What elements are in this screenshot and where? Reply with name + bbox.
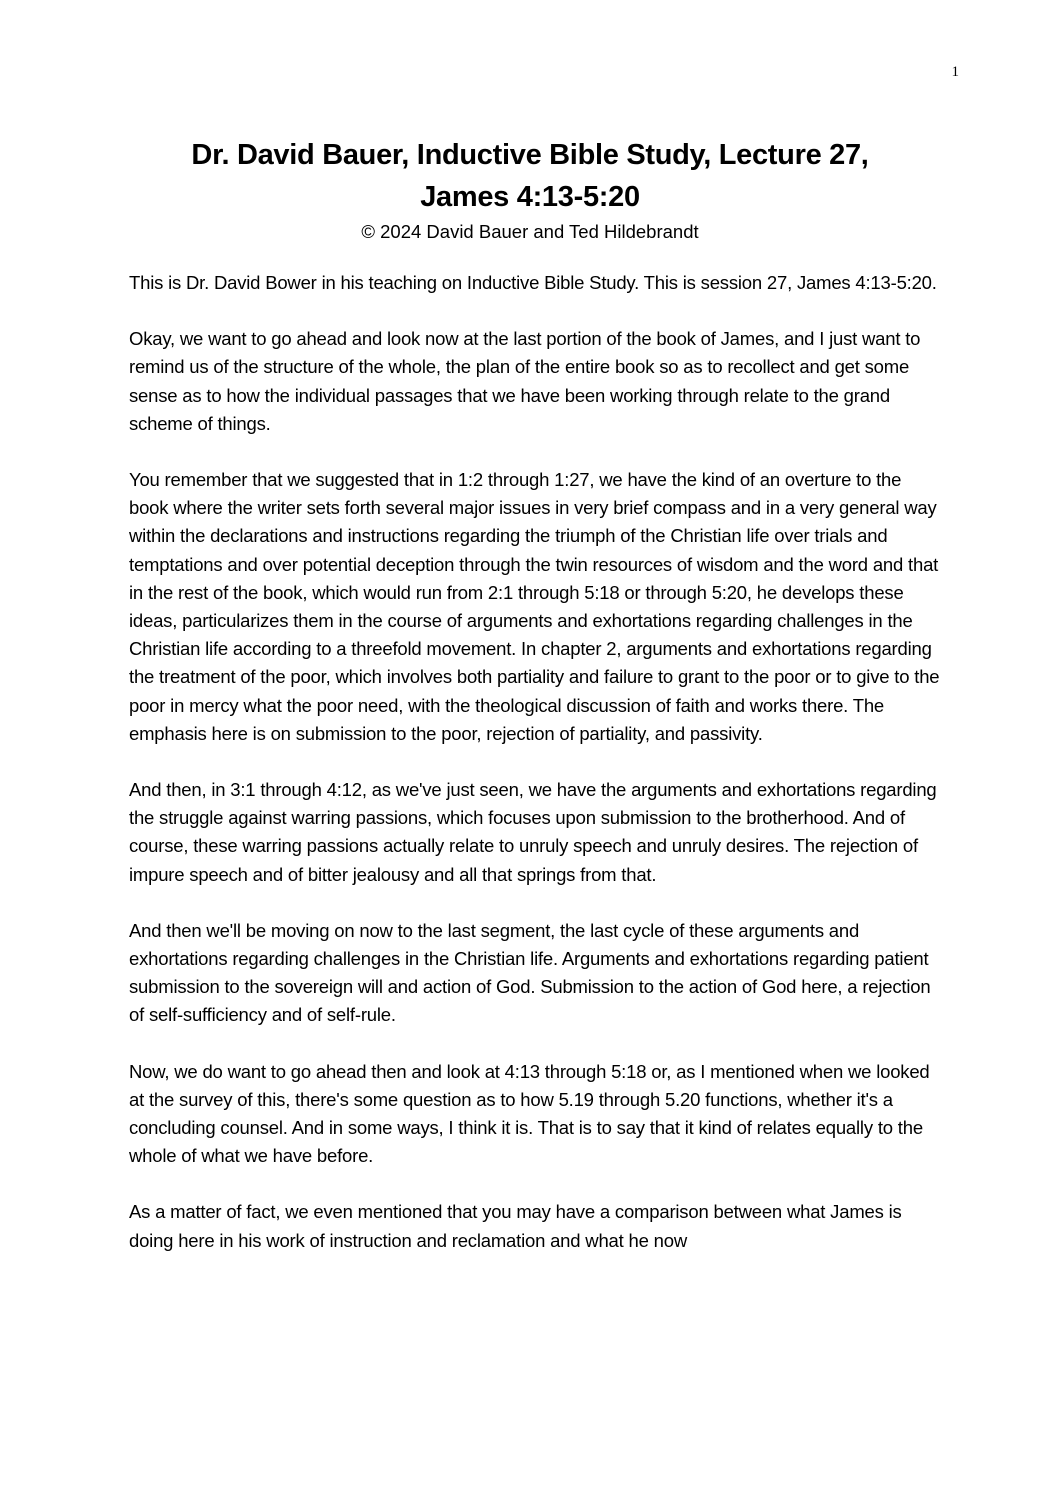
body-text	[129, 269, 941, 1283]
copyright-line: © 2024 David Bauer and Ted Hildebrandt	[361, 221, 699, 242]
paragraph: As a matter of fact, we even mentioned that you may have a comparison between what James is doing here in his work of instruction and reclamation and what he now	[129, 1201, 902, 1251]
document-title	[110, 134, 950, 218]
title-line-1: Dr. David Bauer, Inductive Bible Study, Lecture 27,	[191, 139, 869, 171]
paragraph: And then we'll be moving on now to the last segment, the last cycle of these arguments and exhortations regarding challenges in the Christian life. Arguments and exhortations regarding patient submission to the sovereign will and action of God. Submission to the action of God here, a rejection of self-sufficiency and of self-rule.	[129, 919, 931, 1026]
paragraph: This is Dr. David Bower in his teaching on Inductive Bible Study. This is session 27, James 4:13-5:20.	[129, 272, 937, 293]
paragraph: And then, in 3:1 through 4:12, as we've just seen, we have the arguments and exhortations regarding the struggle against warring passions, which focuses upon submission to the brotherhood. And of course, these warring passions actually relate to unruly speech and unruly desires. The rejection of impure speech and of bitter jealousy and all that springs from that.	[129, 779, 937, 885]
page-number: 1	[951, 64, 959, 80]
paragraph: Okay, we want to go ahead and look now at the last portion of the book of James, and I just want to remind us of the structure of the whole, the plan of the entire book so as to recollect and get some sense as to how the individual passages that we have been working through relate to the grand scheme of things.	[129, 328, 921, 434]
title-line-2: James 4:13-5:20	[420, 181, 640, 213]
paragraph: You remember that we suggested that in 1:2 through 1:27, we have the kind of an overture to the book where the writer sets forth several major issues in very brief compass and in a very general way within the declarations and instructions regarding the triumph of the Christian life over trials and temptations and over potential deception through the twin resources of wisdom and the word and that in the rest of the book, which would run from 2:1 through 5:18 or through 5:20, he develops these ideas, particularizes them in the course of arguments and exhortations regarding challenges in the Christian life according to a threefold movement. In chapter 2, arguments and exhortations regarding the treatment of the poor, which involves both partiality and failure to grant to the poor or to give to the poor in mercy what the poor need, with the theological discussion of faith and works there. The emphasis here is on submission to the poor, rejection of partiality, and passivity.	[129, 469, 940, 744]
paragraph: Now, we do want to go ahead then and look at 4:13 through 5:18 or, as I mentioned when we looked at the survey of this, there's some question as to how 5.19 through 5.20 functions, whether it's a concluding counsel. And in some ways, I think it is. That is to say that it kind of relates equally to the whole of what we have before.	[129, 1060, 930, 1167]
